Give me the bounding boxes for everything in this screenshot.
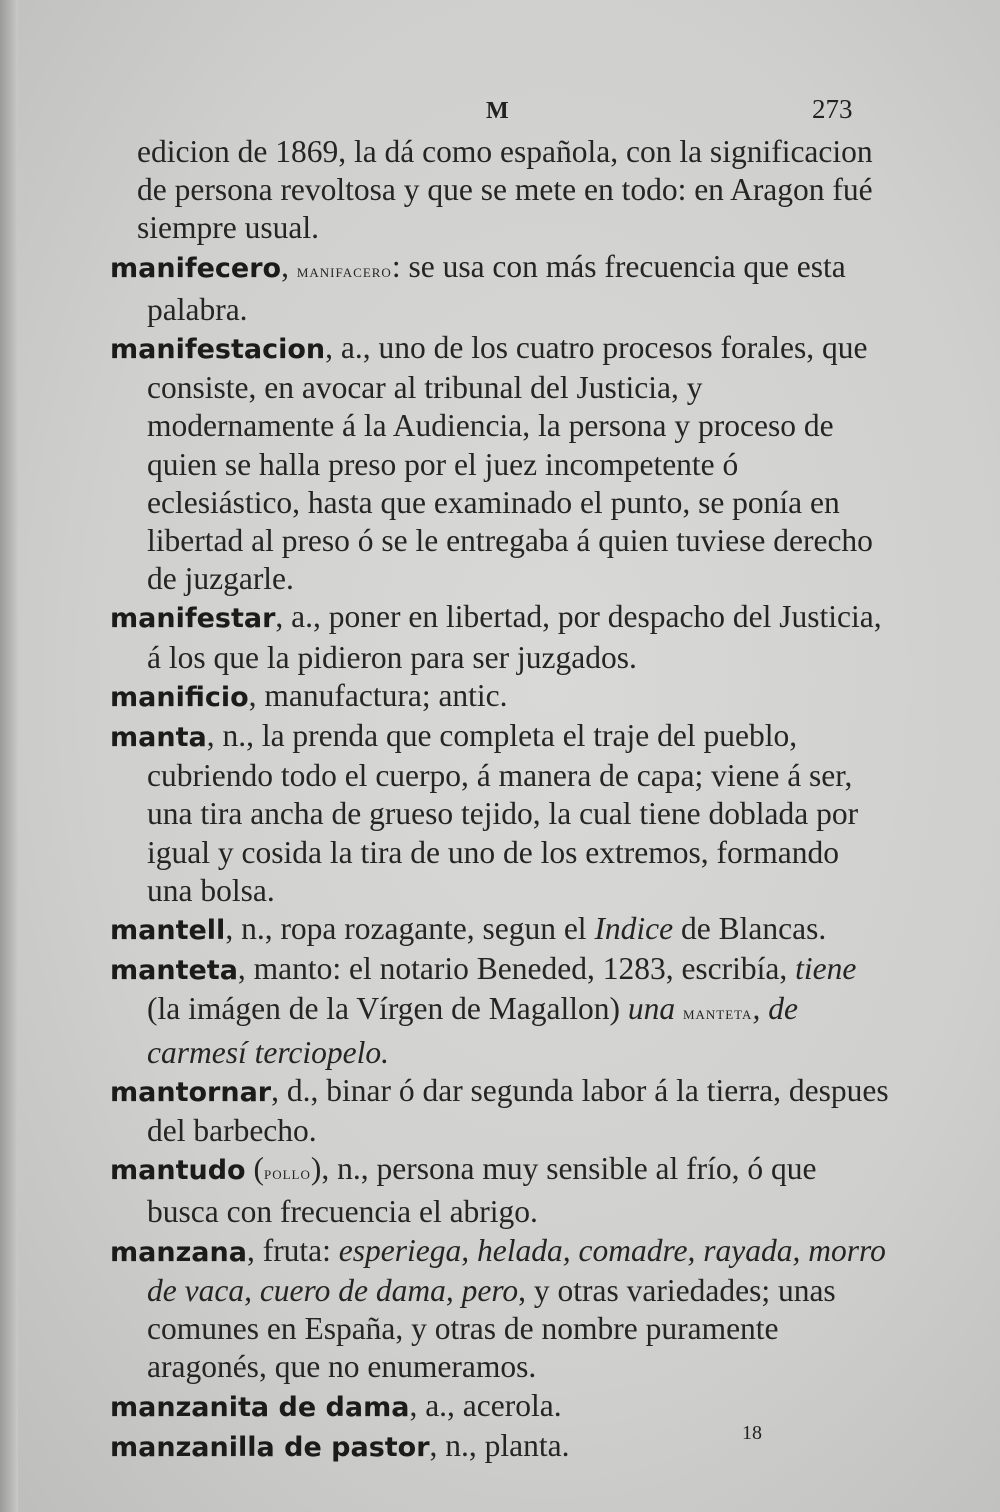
headword: mantell bbox=[110, 915, 226, 947]
entry-manificio bbox=[110, 677, 890, 717]
entry-manzana bbox=[110, 1232, 890, 1387]
running-head-letter: M bbox=[486, 98, 509, 124]
entry-text: , n., la prenda que completa el traje del pueblo, cubriendo todo el cuerpo, á manera de capa; viene á ser, una tira ancha de grueso tejido, la cual tiene doblada por igual y cosida la tira de uno de los extremos, formando una bolsa. bbox=[147, 718, 859, 908]
entry-punct: , bbox=[281, 248, 297, 284]
entry-text: edicion de 1869, la dá como española, con la significacion de persona revoltosa y que se mete en todo: en Aragon fué siempre usual. bbox=[137, 134, 873, 246]
cross-reference: manifacero bbox=[296, 260, 392, 282]
headword: mantornar bbox=[110, 1076, 272, 1108]
entry-text: , manufactura; antic. bbox=[248, 677, 508, 713]
entry-text: : se usa con más frecuencia que esta palabra. bbox=[147, 248, 846, 327]
entry-text: , n., ropa rozagante, segun el bbox=[225, 911, 595, 947]
entry-punct: ) bbox=[310, 1151, 322, 1187]
headword: manifestar bbox=[110, 603, 276, 635]
small-caps-word: manteta bbox=[682, 1003, 753, 1025]
headword: manifecero bbox=[110, 252, 282, 284]
dictionary-text bbox=[110, 133, 890, 1467]
entry-continuation bbox=[110, 133, 890, 248]
headword: manteta bbox=[110, 955, 238, 987]
entry-text: , manto: el notario Beneded, 1283, escribía, bbox=[237, 951, 796, 987]
entry-manta bbox=[110, 717, 890, 910]
headword: manificio bbox=[110, 681, 249, 713]
small-caps-word: pollo bbox=[263, 1163, 311, 1185]
entry-manteta bbox=[110, 950, 890, 1072]
entry-text: , fruta: bbox=[246, 1232, 339, 1268]
entry-manzanita-de-dama bbox=[110, 1387, 890, 1427]
entry-manifestacion bbox=[110, 329, 890, 598]
entry-manifestar bbox=[110, 598, 890, 676]
printer-signature-mark: 18 bbox=[742, 1422, 762, 1444]
entry-text-end: de Blancas. bbox=[673, 911, 827, 947]
italic-quote: , de carmesí terciopelo. bbox=[147, 991, 798, 1070]
entry-punct: ( bbox=[245, 1151, 264, 1187]
headword: manta bbox=[110, 722, 207, 754]
entry-mantell bbox=[110, 910, 890, 950]
headword: manzanita de dama bbox=[110, 1391, 410, 1423]
entry-text-mid: (la imágen de la Vírgen de Magallon) bbox=[147, 991, 628, 1027]
entry-manzanilla-de-pastor bbox=[110, 1427, 890, 1467]
italic-title: Indice bbox=[594, 911, 674, 947]
entry-text: , n., planta. bbox=[429, 1427, 570, 1463]
entry-punct bbox=[675, 991, 683, 1026]
entry-mantornar bbox=[110, 1072, 890, 1150]
italic-quote: tiene bbox=[795, 951, 857, 987]
entry-text: , n., persona muy sensible al frío, ó que busca con frecuencia el abrigo. bbox=[147, 1151, 817, 1230]
entry-text: , a., poner en libertad, por despacho del Justicia, á los que la pidieron para ser juzgados. bbox=[147, 599, 882, 675]
entry-text: , a., acerola. bbox=[409, 1387, 562, 1423]
italic-varieties: esperiega, helada, comadre, rayada, morro de vaca, cuero de dama, pero bbox=[147, 1232, 886, 1308]
entry-mantudo bbox=[110, 1150, 890, 1231]
italic-quote: una bbox=[627, 991, 676, 1027]
running-head bbox=[0, 92, 1000, 132]
entry-text: , a., uno de los cuatro procesos forales, que consiste, en avocar al tribunal del Justicia, y modernamente á la Audiencia, la persona y proceso de quien se halla preso por el juez incompetente ó eclesiástico, hasta que examinado el punto, se ponía en libertad al preso ó se le entregaba á quien tuviese derecho de juzgarle. bbox=[147, 330, 873, 597]
entry-manifecero bbox=[110, 248, 890, 329]
page-binding-shadow bbox=[0, 0, 18, 1512]
headword: manzana bbox=[110, 1236, 247, 1268]
entry-text: , d., binar ó dar segunda labor á la tierra, despues del barbecho. bbox=[147, 1072, 889, 1149]
page-number: 273 bbox=[812, 94, 853, 124]
headword: manzanilla de pastor bbox=[110, 1431, 430, 1463]
headword: manifestacion bbox=[110, 334, 326, 366]
entry-text-end: , y otras variedades; unas comunes en España, y otras de nombre puramente aragonés, que no enumeramos. bbox=[147, 1272, 836, 1385]
headword: mantudo bbox=[110, 1155, 246, 1187]
